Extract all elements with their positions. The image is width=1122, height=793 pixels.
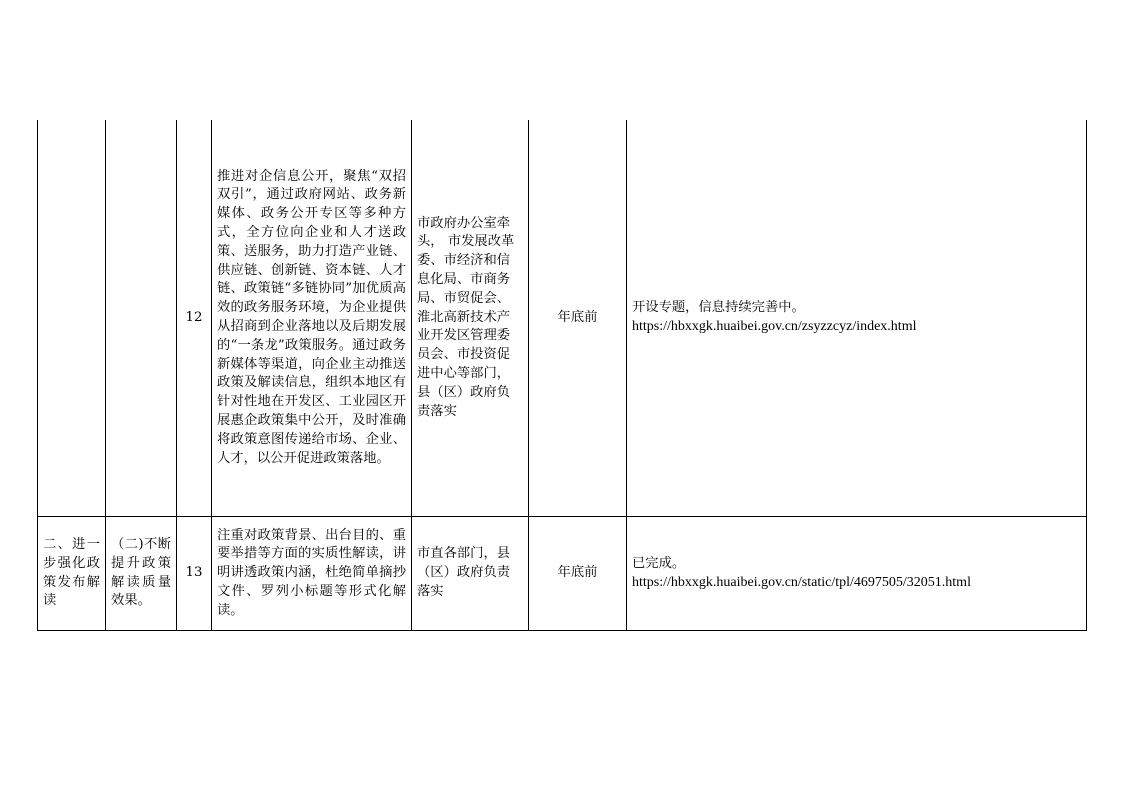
progress-url-link[interactable]: https://hbxxgk.huaibei.gov.cn/zsyzzcyz/index.html	[632, 319, 917, 334]
item-number-cell: 12	[177, 120, 212, 517]
category-cell	[38, 120, 106, 517]
progress-cell	[627, 517, 1087, 631]
progress-status-text: 开设专题，信息持续完善中。	[632, 300, 805, 316]
progress-url-link[interactable]: https://hbxxgk.huaibei.gov.cn/static/tpl/4697505/32051.html	[632, 574, 971, 590]
deadline-cell: 年底前	[529, 517, 627, 631]
subcategory-cell	[106, 120, 177, 517]
responsible-department-cell: 市直各部门，县（区）政府负责落实	[412, 517, 529, 631]
responsible-department-cell: 市政府办公室牵头， 市发展改革委、市经济和信息化局、市商务局、市贸促会、淮北高新技术产业开发区管理委员会、市投资促进中心等部门，县（区）政府负责落实	[412, 120, 529, 517]
task-description-cell: 推进对企信息公开，聚焦“双招双引”，通过政府网站、政务新媒体、政务公开专区等多种方式，全方位向企业和人才送政策、送服务，助力打造产业链、供应链、创新链、资本链、人才链、政策链“多链协同”加优质高效的政务服务环境，为企业提供从招商到企业落地以及后期发展的“一条龙”政策服务。通过政务新媒体等渠道，向企业主动推送政策及解读信息，组织本地区有针对性地在开发区、工业园区开展惠企政策集中公开，及时准确将政策意图传递给市场、企业、人才，以公开促进政策落地。	[212, 120, 412, 517]
progress-status-text: 已完成。	[632, 555, 686, 571]
table-row	[38, 517, 1087, 631]
table-row	[38, 120, 1087, 517]
task-description-cell: 注重对政策背景、出台目的、重要举措等方面的实质性解读，讲明讲透政策内涵，杜绝简单摘抄文件、罗列小标题等形式化解读。	[212, 517, 412, 631]
work-plan-table	[37, 120, 1087, 631]
subcategory-cell: （二)不断提升政策解读质量效果。	[106, 517, 177, 631]
deadline-cell: 年底前	[529, 120, 627, 517]
category-cell: 二、进一步强化政策发布解读	[38, 517, 106, 631]
progress-cell	[627, 120, 1087, 517]
item-number-cell: 13	[177, 517, 212, 631]
